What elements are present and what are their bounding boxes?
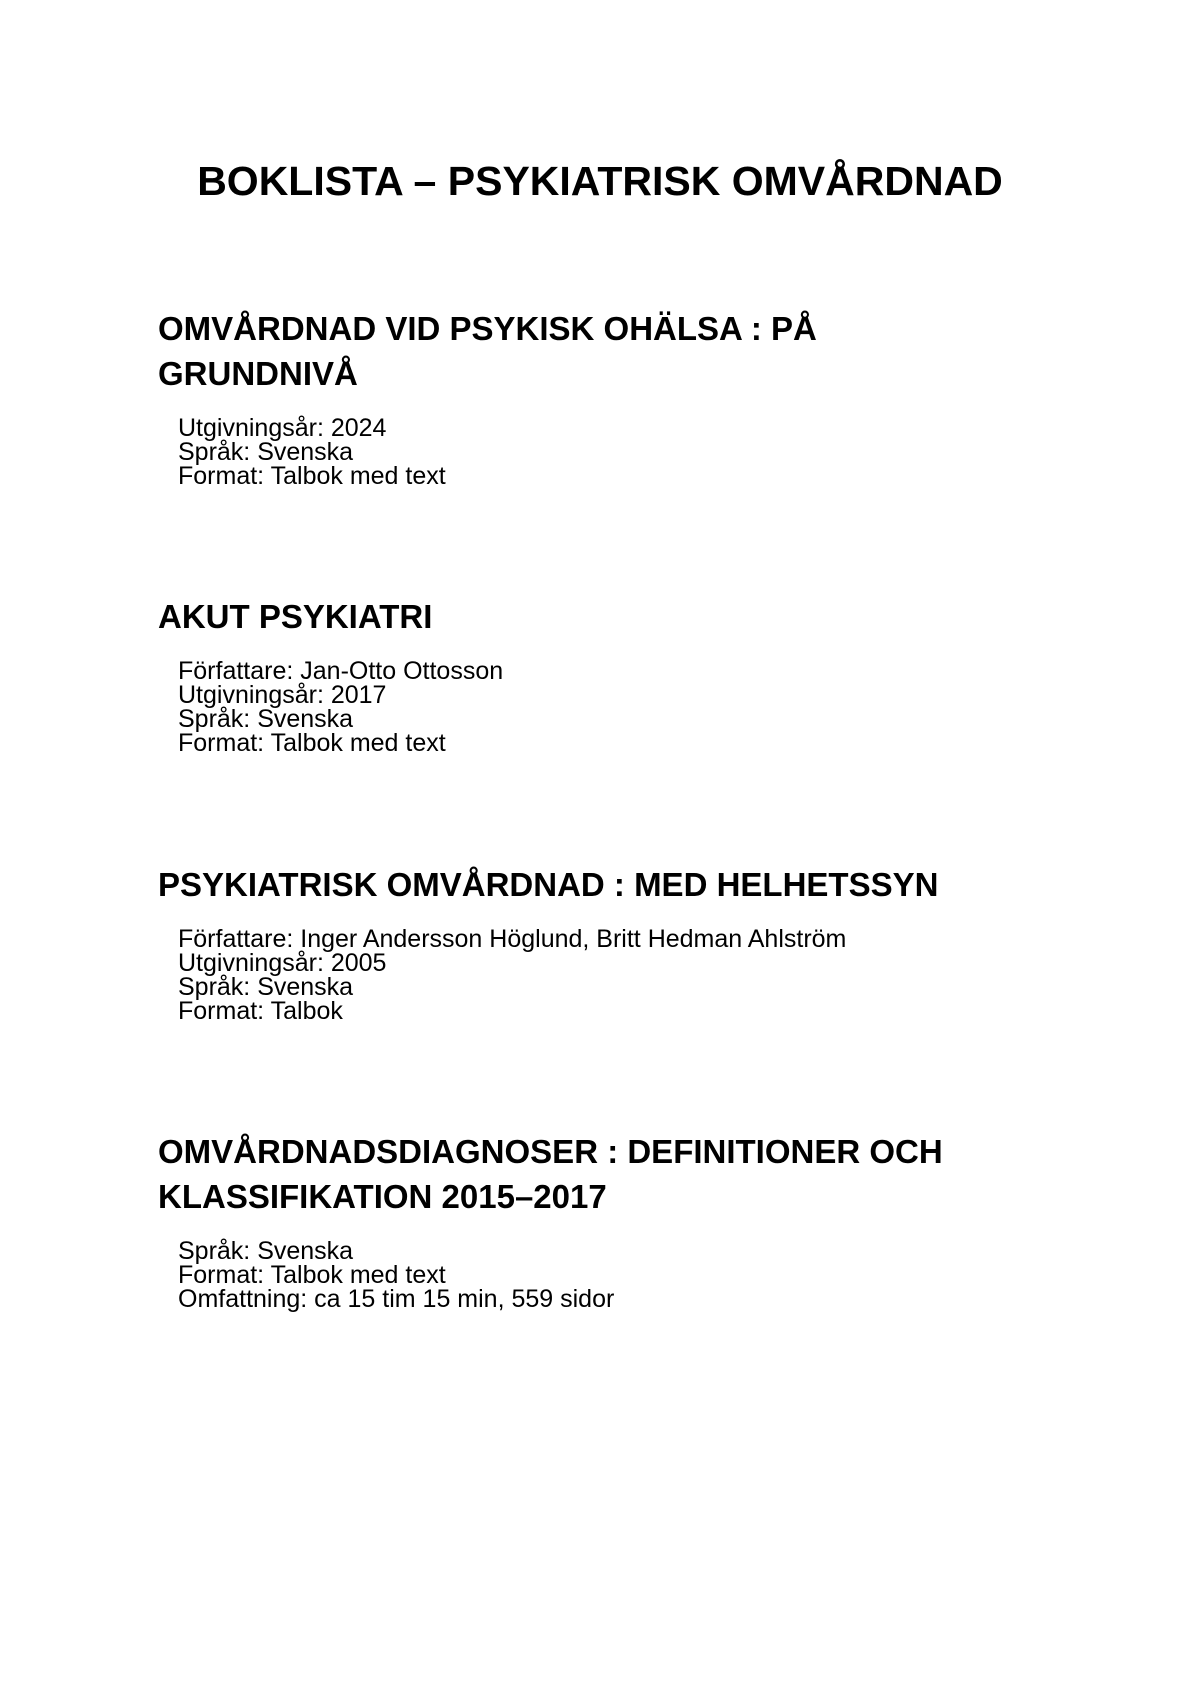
book-details (178, 659, 1058, 755)
book-author: Författare: Inger Andersson Höglund, Britt Hedman Ahlström (178, 925, 847, 953)
book-format: Format: Talbok med text (178, 1261, 446, 1289)
book-format: Format: Talbok med text (178, 729, 446, 757)
book-title-line: KLASSIFIKATION 2015–2017 (158, 1178, 607, 1215)
book-title (158, 594, 1058, 639)
book-author: Författare: Jan-Otto Ottosson (178, 657, 504, 685)
book-details (178, 927, 1058, 1023)
book-title-line: OMVÅRDNADSDIAGNOSER : DEFINITIONER OCH (158, 1133, 943, 1170)
book-entry (158, 862, 1058, 1023)
book-language: Språk: Svenska (178, 1237, 354, 1265)
document-title: BOKLISTA – PSYKIATRISK OMVÅRDNAD (197, 158, 1003, 204)
book-entry (158, 306, 1058, 488)
book-language: Språk: Svenska (178, 973, 354, 1001)
book-title (158, 306, 1058, 396)
book-title-line: OMVÅRDNAD VID PSYKISK OHÄLSA : PÅ (158, 310, 817, 347)
book-title (158, 1129, 1058, 1219)
book-title-line: GRUNDNIVÅ (158, 355, 358, 392)
book-format: Format: Talbok med text (178, 462, 446, 490)
book-language: Språk: Svenska (178, 438, 354, 466)
book-details (178, 416, 1058, 488)
book-year: Utgivningsår: 2017 (178, 681, 387, 709)
book-extent: Omfattning: ca 15 tim 15 min, 559 sidor (178, 1285, 615, 1313)
book-entry (158, 594, 1058, 755)
book-entry (158, 1129, 1058, 1311)
book-title-line: PSYKIATRISK OMVÅRDNAD : MED HELHETSSYN (158, 866, 939, 903)
book-language: Språk: Svenska (178, 705, 354, 733)
book-year: Utgivningsår: 2024 (178, 414, 387, 442)
book-title (158, 862, 1058, 907)
book-details (178, 1239, 1058, 1311)
book-format: Format: Talbok (178, 997, 343, 1025)
book-title-line: AKUT PSYKIATRI (158, 598, 433, 635)
book-year: Utgivningsår: 2005 (178, 949, 387, 977)
